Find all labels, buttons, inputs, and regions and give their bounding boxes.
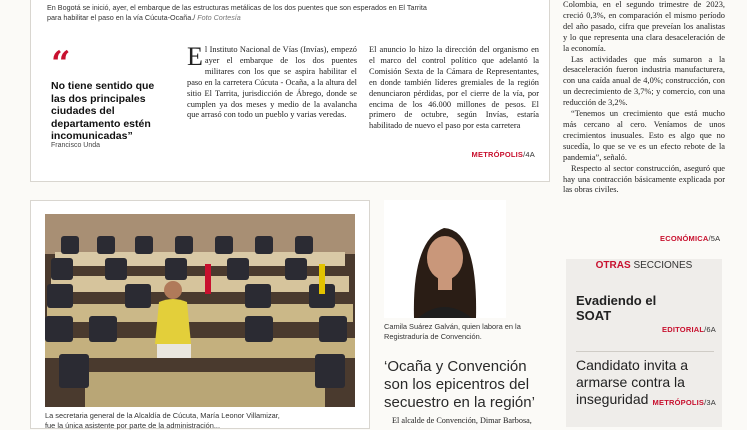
column-1-text: l Instituto Nacional de Vías (Invías), empezó ayer el embarque de los dos puentes militares con los que se aspira habilitar el paso en la carretera Cúcuta - Ocaña, a la altura del sitio El Tarrita, jurisdicción de Ábrego, donde se cumplen ya dos meses y medio de la avalancha que arrasó con todo un pueblo y varias veredas. — [187, 45, 357, 119]
drop-cap: E — [187, 46, 203, 68]
pull-quote: No tiene sentido que las dos principales ciudades del departamento estén incomunicadas” — [51, 80, 171, 143]
column-2-text: El anuncio lo hizo la dirección del organismo en el marco del control político que adelantó la Comisión Sexta de la Cámara de Representantes, en donde también líderes gremiales de la región denunciaron pérdidas, por el cierre de la vía, por encima de los 46.000 millones de pesos. El primero de octubre, según Invías, estaría habilitado de nuevo el paso por esta carretera — [369, 45, 539, 130]
otras-item-ref — [576, 325, 716, 334]
ref-page: /6A — [704, 325, 716, 334]
ref-section: METRÓPOLIS — [653, 398, 705, 407]
ref-page: /4A — [523, 150, 535, 159]
otras-item-title: Candidato invita a armarse contra la inseguridad — [576, 357, 716, 408]
caption-credit: Foto Cortesía — [197, 13, 241, 22]
photo-card — [30, 200, 370, 429]
secciones-label: SECCIONES — [633, 260, 692, 271]
caption-text: En Bogotá se inició, ayer, el embarque de las estructuras metálicas de los dos puentes que son esperados en El Tarrita para habilitar el paso en la vía Cúcuta-Ocaña./ — [47, 3, 427, 22]
divider — [576, 351, 714, 352]
ref-section: METRÓPOLIS — [472, 150, 524, 159]
pull-quote-author: Francisco Unda — [51, 142, 100, 149]
portrait-caption: Camila Suárez Galván, quien labora en la Registraduría de Convención. — [384, 322, 524, 341]
economy-paragraph-4: Respecto al sector construcción, aseguró que hay una contracción básicamente explicada por las obras civiles. — [563, 164, 725, 197]
otras-secciones-box — [566, 259, 722, 427]
economy-paragraph-1: Colombia, en el segundo trimestre de 2023, creció 0,3%, en comparación el mismo período del año pasado, cifra que preveían los analistas y lo que representa una clara desaceleración de la economía. — [563, 0, 725, 55]
otras-item-title: Evadiendo el SOAT — [576, 293, 666, 323]
ref-page: /3A — [704, 398, 716, 407]
otras-secciones-header — [566, 259, 722, 273]
portrait-photo — [384, 200, 506, 318]
article-column-2 — [369, 45, 539, 132]
photo-caption-line-2: fue la única asistente por parte de la administración... — [45, 421, 365, 430]
economy-paragraph-3: “Tenemos un crecimiento que está mucho más cercano al cero. Veníamos de unos crecimientos inusuales. Esto es algo que no sucedía, lo que se ve es un efecto rebote de la pandemia”, señaló. — [563, 109, 725, 164]
section-reference[interactable] — [472, 150, 535, 159]
ref-section: EDITORIAL — [662, 325, 704, 334]
photo-caption-line-1: La secretaria general de la Alcaldía de Cúcuta, María Leonor Villamizar, — [45, 411, 365, 421]
economy-paragraph-2: Las actividades que más sumaron a la desaceleración fueron industria manufacturera, con una caída anual de 4,0%; construcción, con un decrecimiento de 3,7%; y comercio, con una reducción de 3,2%. — [563, 55, 725, 110]
quote-icon: “ — [51, 50, 71, 78]
economy-section-reference[interactable] — [660, 234, 720, 243]
otras-item-1[interactable] — [576, 293, 716, 334]
ref-section: ECONÓMICA — [660, 234, 708, 243]
council-chamber-photo — [45, 214, 355, 407]
main-photo-caption — [45, 411, 365, 430]
article-column-1 — [187, 45, 357, 121]
top-photo-caption — [47, 3, 427, 23]
ref-page: /5A — [708, 234, 720, 243]
top-story-card — [30, 0, 550, 182]
economy-article — [563, 0, 725, 196]
otras-label: OTRAS — [596, 260, 631, 271]
story-lead: El alcalde de Convención, Dimar Barbosa, — [392, 416, 552, 427]
story-headline[interactable]: ‘Ocaña y Convención son los epicentros del secuestro en la región’ — [384, 358, 550, 412]
otras-item-2[interactable] — [576, 357, 716, 407]
